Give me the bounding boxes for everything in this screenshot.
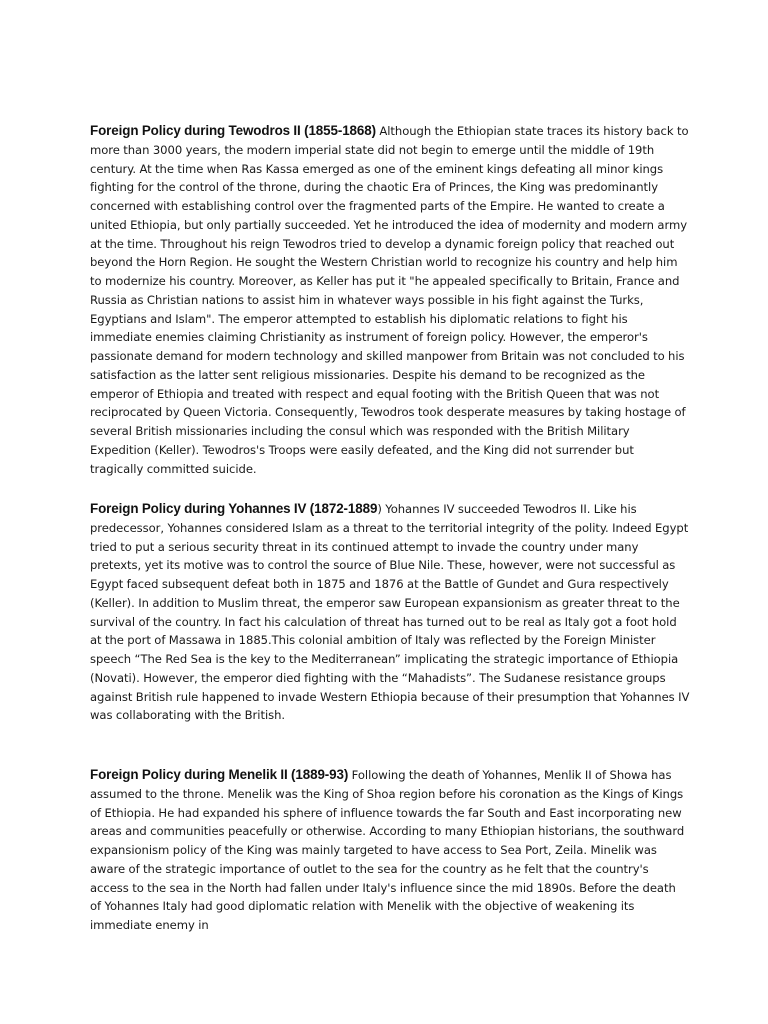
section-menelik-heading: Foreign Policy during Menelik II (1889-93) [90,767,349,782]
section-yohannes-heading: Foreign Policy during Yohannes IV (1872-1889 [90,501,378,516]
section-yohannes-paragraph [90,500,690,725]
section-tewodros-heading: Foreign Policy during Tewodros II (1855-1868) [90,123,376,138]
section-tewodros-paragraph [90,122,690,478]
section-tewodros-body: Although the Ethiopian state traces its history back to more than 3000 years, the modern imperial state did not begin to emerge until the middle of 19th century. At the time when Ras Kassa emerged as one of the eminent kings defeating all minor kings fighting for the control of the throne, during the chaotic Era of Princes, the King was predominantly concerned with establishing control over the fragmented parts of the Empire. He wanted to create a united Ethiopia, but only partially succeeded. Yet he introduced the idea of modernity and modern army at the time. Throughout his reign Tewodros tried to develop a dynamic foreign policy that reached out beyond the Horn Region. He sought the Western Christian world to recognize his country and help him to modernize his country. Moreover, as Keller has put it "he appealed specifically to Britain, France and Russia as Christian nations to assist him in whatever ways possible in his fight against the Turks, Egyptians and Islam". The emperor attempted to establish his diplomatic relations to fight his immediate enemies claiming Christianity as instrument of foreign policy. However, the emperor's passionate demand for modern technology and skilled manpower from Britain was not concluded to his satisfaction as the latter sent religious missionaries. Despite his demand to be recognized as the emperor of Ethiopia and treated with respect and equal footing with the British Queen that was not reciprocated by Queen Victoria. Consequently, Tewodros took desperate measures by taking hostage of several British missionaries including the consul which was responded with the British Military Expedition (Keller). Tewodros's Troops were easily defeated, and the King did not surrender but tragically committed suicide. [90,124,689,476]
section-menelik-body: Following the death of Yohannes, Menlik II of Showa has assumed to the throne. Menelik was the King of Shoa region before his coronation as the Kings of Kings of Ethiopia. He had expanded his sphere of influence towards the far South and East incorporating new areas and communities peacefully or otherwise. According to many Ethiopian historians, the southward expansionism policy of the King was mainly targeted to have access to Sea Port, Zeila. Minelik was aware of the strategic importance of outlet to the sea for the country as he felt that the country's access to the sea in the North had fallen under Italy's influence since the mid 1890s. Before the death of Yohannes Italy had good diplomatic relation with Menelik with the objective of weakening its immediate enemy in [90,768,685,932]
section-menelik-paragraph [90,766,690,935]
section-yohannes-body: ) Yohannes IV succeeded Tewodros II. Like his predecessor, Yohannes considered Islam as a threat to the territorial integrity of the polity. Indeed Egypt tried to put a serious security threat in its continued attempt to invade the country under many pretexts, yet its motive was to control the source of Blue Nile. These, however, were not successful as Egypt faced subsequent defeat both in 1875 and 1876 at the Battle of Gundet and Gura respectively (Keller). In addition to Muslim threat, the emperor saw European expansionism as greater threat to the survival of the country. In fact his calculation of threat has turned out to be real as Italy got a foot hold at the port of Massawa in 1885.This colonial ambition of Italy was reflected by the Foreign Minister speech “The Red Sea is the key to the Mediterranean” implicating the strategic importance of Ethiopia (Novati). However, the emperor died fighting with the “Mahadists”. The Sudanese resistance groups against British rule happened to invade Western Ethiopia because of their presumption that Yohannes IV was collaborating with the British. [90,502,690,723]
